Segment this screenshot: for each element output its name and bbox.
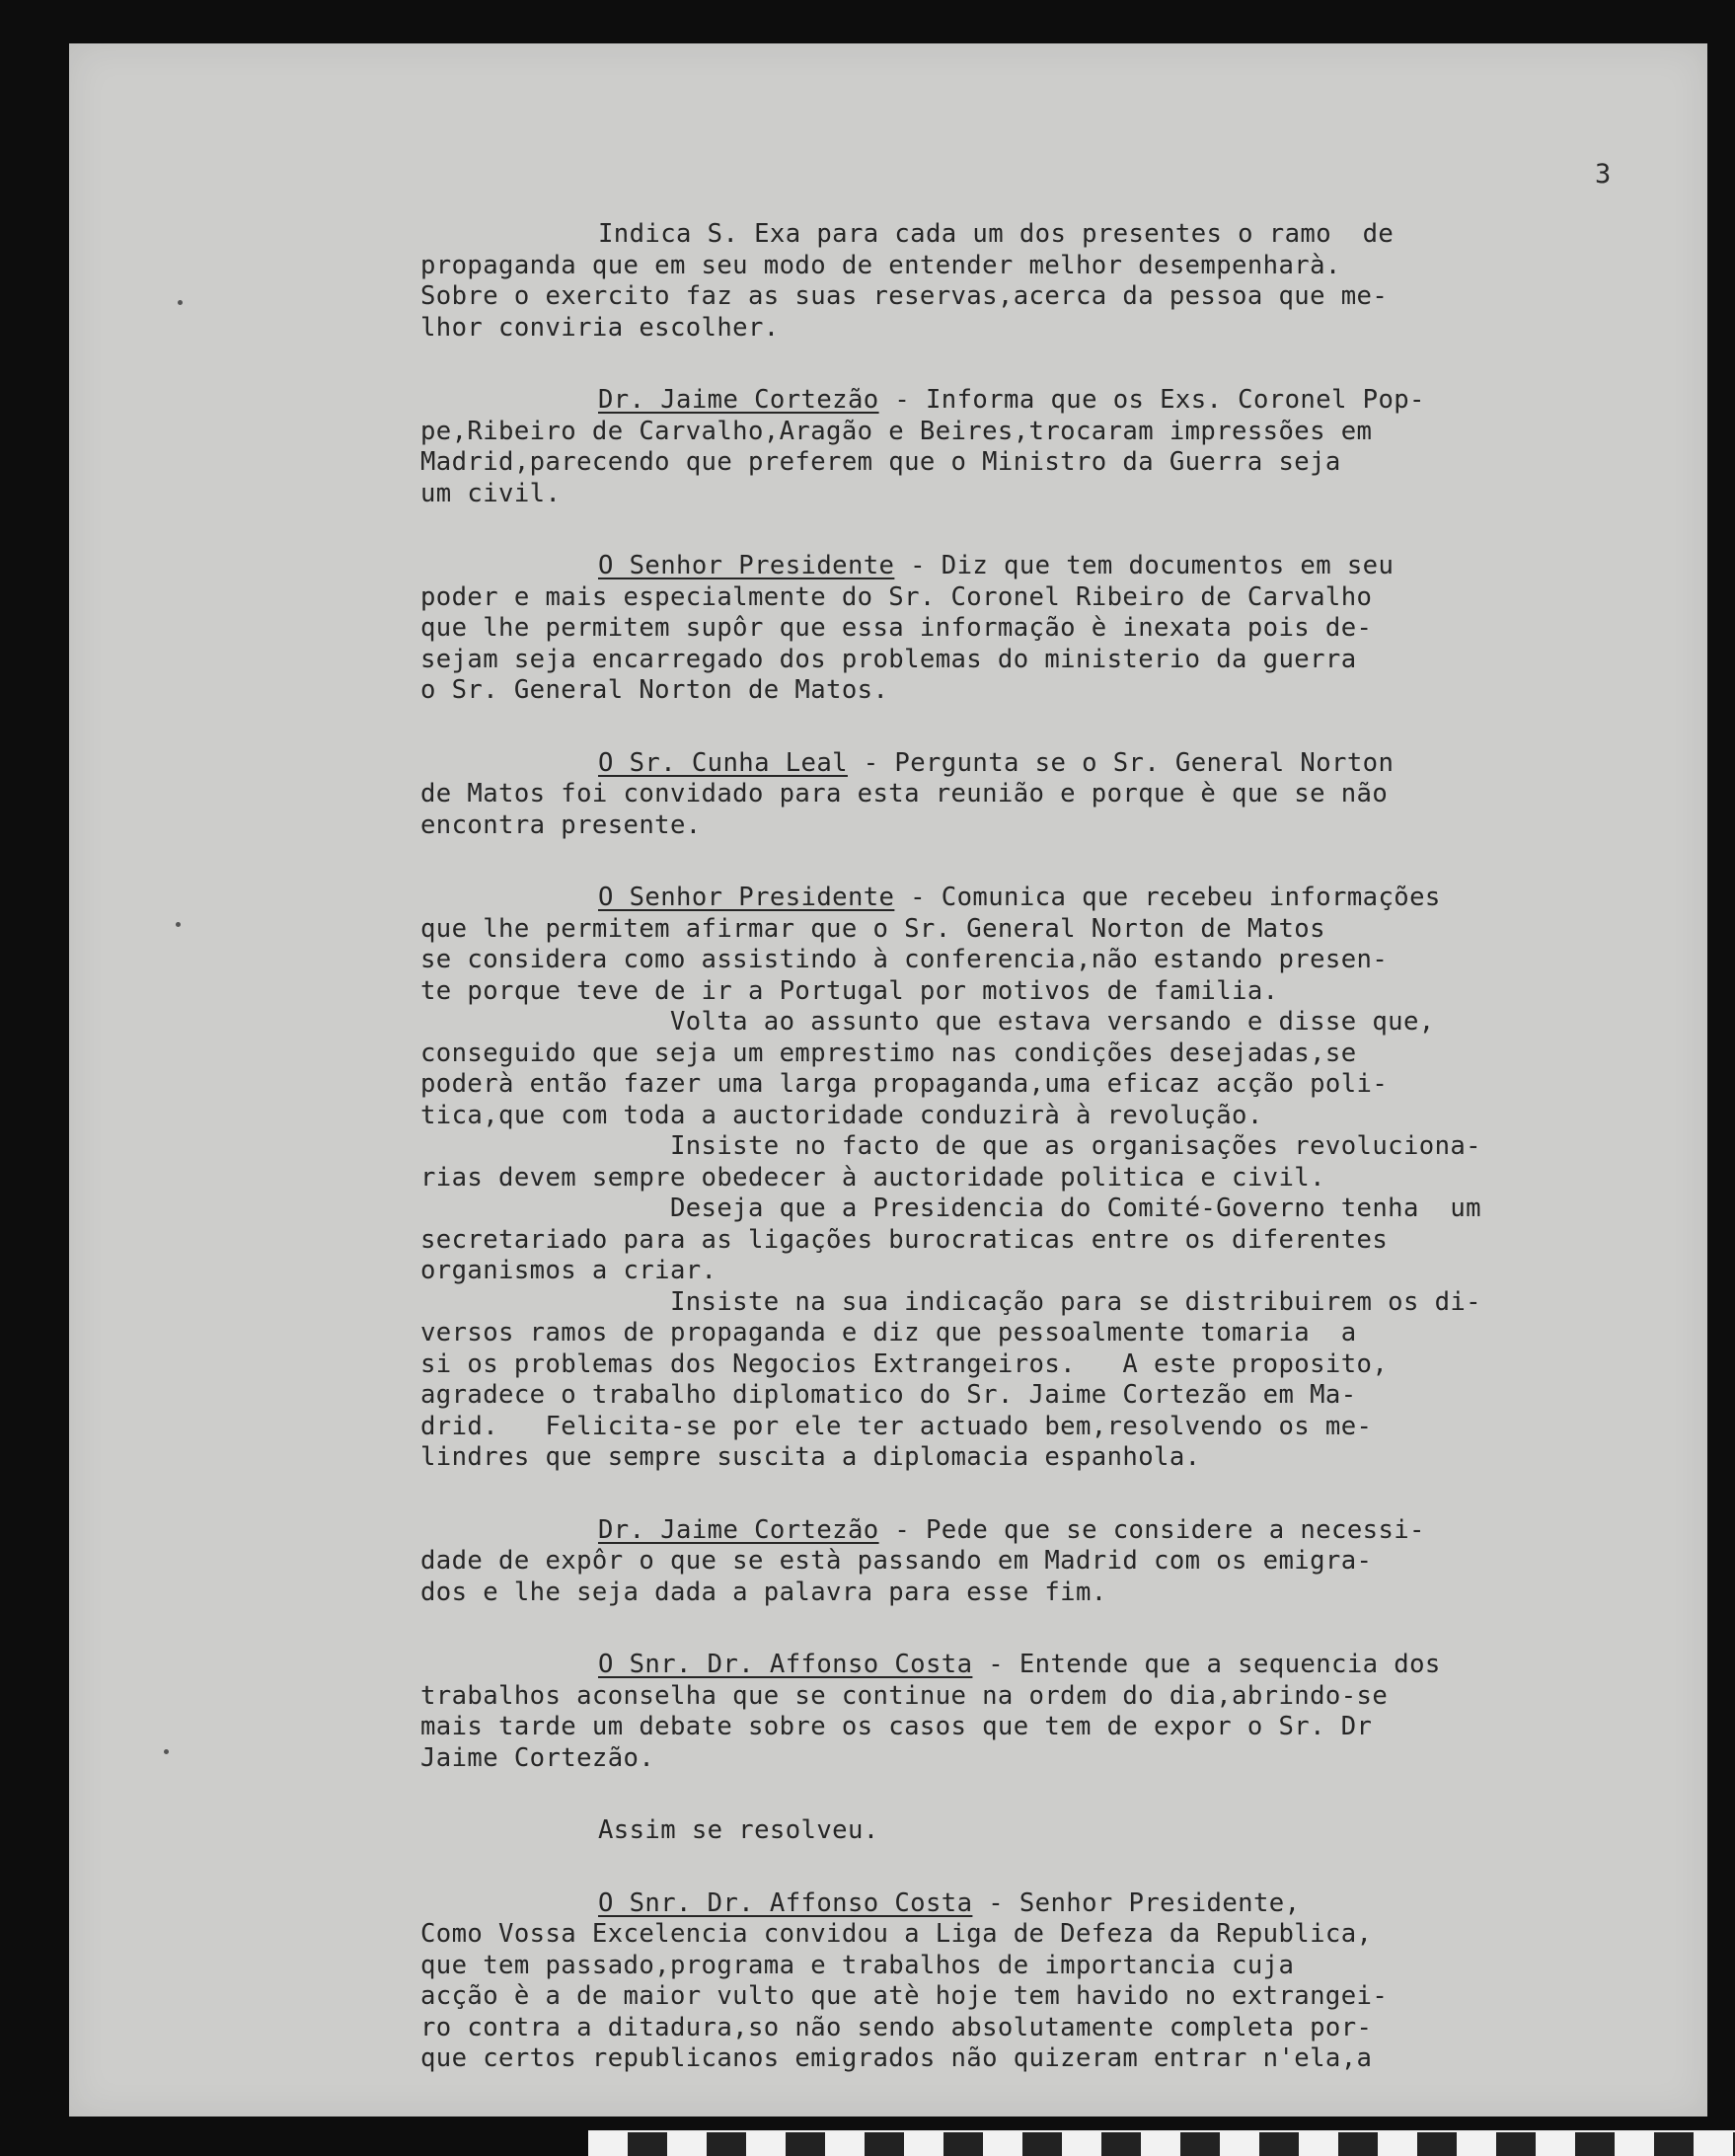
speaker-paragraph bbox=[420, 1650, 1679, 1774]
speaker-statement-start: - Comunica que recebeu informações bbox=[894, 883, 1441, 912]
speaker-name: O Senhor Presidente bbox=[598, 551, 895, 580]
speaker-name: Dr. Jaime Cortezão bbox=[598, 1514, 879, 1545]
paragraph-first-line bbox=[420, 1888, 1679, 1920]
text-line: lindres que sempre suscita a diplomacia espanhola. bbox=[420, 1442, 1201, 1472]
speaker-name: O Senhor Presidente bbox=[598, 883, 895, 912]
text-line: Insiste no facto de que as organisações revoluciona- bbox=[420, 1131, 1481, 1161]
paragraph-gap bbox=[420, 1608, 1679, 1650]
text-line: que lhe permitem afirmar que o Sr. General Norton de Matos bbox=[420, 913, 1325, 944]
paragraph-gap bbox=[420, 344, 1679, 385]
text-line: sejam seja encarregado dos problemas do ministerio da guerra bbox=[420, 644, 1357, 674]
text-line: ro contra a ditadura,so não sendo absolutamente completa por- bbox=[420, 2012, 1373, 2042]
text-line: que lhe permitem supôr que essa informação è inexata pois de- bbox=[420, 613, 1373, 643]
text-line: si os problemas dos Negocios Extrangeiros. A este proposito, bbox=[420, 1348, 1389, 1379]
paragraph-first-line bbox=[420, 748, 1679, 780]
speaker-name: O Snr. Dr. Affonso Costa bbox=[598, 1650, 973, 1679]
paragraph-gap bbox=[420, 841, 1679, 883]
speaker-name: O Sr. Cunha Leal bbox=[598, 747, 848, 778]
text-line: que tem passado,programa e trabalhos de importancia cuja bbox=[420, 1950, 1295, 1980]
text-line: Insiste na sua indicação para se distribuirem os di- bbox=[420, 1286, 1481, 1317]
text-line: Assim se resolveu. bbox=[598, 1815, 879, 1845]
paragraph-first-line bbox=[420, 551, 1679, 582]
speaker-paragraph bbox=[420, 883, 1679, 1474]
paragraph-gap bbox=[420, 1474, 1679, 1515]
speaker-name: O Snr. Dr. Affonso Costa bbox=[598, 1887, 973, 1918]
text-line: acção è a de maior vulto que atè hoje tem havido no extrangei- bbox=[420, 1981, 1389, 2011]
text-line: poder e mais especialmente do Sr. Coronel Ribeiro de Carvalho bbox=[420, 581, 1373, 612]
text-line: encontra presente. bbox=[420, 809, 702, 840]
text-line: Indica S. Exa para cada um dos presentes o ramo de bbox=[598, 219, 1395, 249]
speaker-statement-start: - Senhor Presidente, bbox=[972, 1887, 1301, 1918]
text-line: o Sr. General Norton de Matos. bbox=[420, 675, 889, 705]
text-line: se considera como assistindo à conferencia,não estando presen- bbox=[420, 945, 1389, 974]
page-number: 3 bbox=[1595, 159, 1612, 190]
text-line: pe,Ribeiro de Carvalho,Aragão e Beires,trocaram impressões em bbox=[420, 416, 1373, 446]
text-line: agradece o trabalho diplomatico do Sr. Jaime Cortezão em Ma- bbox=[420, 1380, 1357, 1410]
text-line: conseguido que seja um emprestimo nas condições desejadas,se bbox=[420, 1038, 1357, 1068]
speaker-paragraph bbox=[420, 385, 1679, 509]
paragraph-first-line bbox=[420, 1650, 1679, 1681]
speaker-name: Dr. Jaime Cortezão bbox=[598, 385, 879, 415]
paragraph-gap bbox=[420, 1847, 1679, 1888]
text-line: Madrid,parecendo que preferem que o Ministro da Guerra seja bbox=[420, 447, 1341, 477]
paragraph-gap bbox=[420, 707, 1679, 748]
paragraph-gap bbox=[420, 1774, 1679, 1815]
scale-ruler bbox=[588, 2130, 1735, 2156]
text-line: poderà então fazer uma larga propaganda,uma eficaz acção poli- bbox=[420, 1069, 1389, 1099]
speaker-statement-start: - Entende que a sequencia dos bbox=[972, 1650, 1441, 1679]
text-line: Jaime Cortezão. bbox=[420, 1742, 655, 1773]
text-line: lhor conviria escolher. bbox=[420, 312, 780, 343]
text-line: propaganda que em seu modo de entender melhor desempenharà. bbox=[420, 250, 1341, 280]
paragraph bbox=[420, 1815, 1679, 1847]
speaker-paragraph bbox=[420, 1515, 1679, 1609]
text-line: que certos republicanos emigrados não quizeram entrar n'ela,a bbox=[420, 2043, 1373, 2073]
paragraph bbox=[420, 219, 1679, 344]
text-line: um civil. bbox=[420, 478, 562, 508]
document-page bbox=[69, 43, 1707, 2117]
speaker-statement-start: - Diz que tem documentos em seu bbox=[894, 551, 1395, 580]
paragraph-first-line bbox=[420, 385, 1679, 417]
text-line: drid. Felicita-se por ele ter actuado bem,resolvendo os me- bbox=[420, 1411, 1373, 1441]
paragraph-first-line bbox=[420, 1515, 1679, 1547]
text-line: rias devem sempre obedecer à auctoridade politica e civil. bbox=[420, 1162, 1325, 1193]
speaker-statement-start: - Pede que se considere a necessi- bbox=[878, 1514, 1425, 1545]
text-line: Como Vossa Excelencia convidou a Liga de Defeza da Republica, bbox=[420, 1919, 1373, 1949]
text-line: Sobre o exercito faz as suas reservas,acerca da pessoa que me- bbox=[420, 281, 1389, 311]
text-line: organismos a criar. bbox=[420, 1256, 717, 1285]
paragraph-first-line bbox=[420, 883, 1679, 914]
paragraph-gap bbox=[420, 509, 1679, 551]
text-line: tica,que com toda a auctoridade conduzirà à revolução. bbox=[420, 1100, 1263, 1130]
speaker-statement-start: - Informa que os Exs. Coronel Pop- bbox=[878, 385, 1425, 415]
text-line: trabalhos aconselha que se continue na ordem do dia,abrindo-se bbox=[420, 1680, 1389, 1711]
text-line: secretariado para as ligações burocraticas entre os diferentes bbox=[420, 1224, 1389, 1255]
text-line: Deseja que a Presidencia do Comité-Governo tenha um bbox=[420, 1194, 1481, 1223]
typewritten-text bbox=[420, 219, 1679, 2075]
text-line: de Matos foi convidado para esta reunião e porque è que se não bbox=[420, 779, 1389, 808]
text-line: mais tarde um debate sobre os casos que tem de expor o Sr. Dr bbox=[420, 1712, 1373, 1741]
text-line: versos ramos de propaganda e diz que pessoalmente tomaria a bbox=[420, 1318, 1357, 1348]
speaker-statement-start: - Pergunta se o Sr. General Norton bbox=[847, 747, 1395, 778]
speaker-paragraph bbox=[420, 551, 1679, 707]
text-line: Volta ao assunto que estava versando e disse que, bbox=[420, 1007, 1435, 1037]
text-line: dade de expôr o que se està passando em Madrid com os emigra- bbox=[420, 1546, 1373, 1576]
margin-mark bbox=[164, 1749, 169, 1754]
margin-mark bbox=[178, 300, 183, 305]
speaker-paragraph bbox=[420, 1888, 1679, 2075]
text-line: te porque teve de ir a Portugal por motivos de familia. bbox=[420, 975, 1279, 1006]
margin-mark bbox=[176, 922, 181, 927]
speaker-paragraph bbox=[420, 748, 1679, 842]
text-line: dos e lhe seja dada a palavra para esse fim. bbox=[420, 1577, 1107, 1607]
